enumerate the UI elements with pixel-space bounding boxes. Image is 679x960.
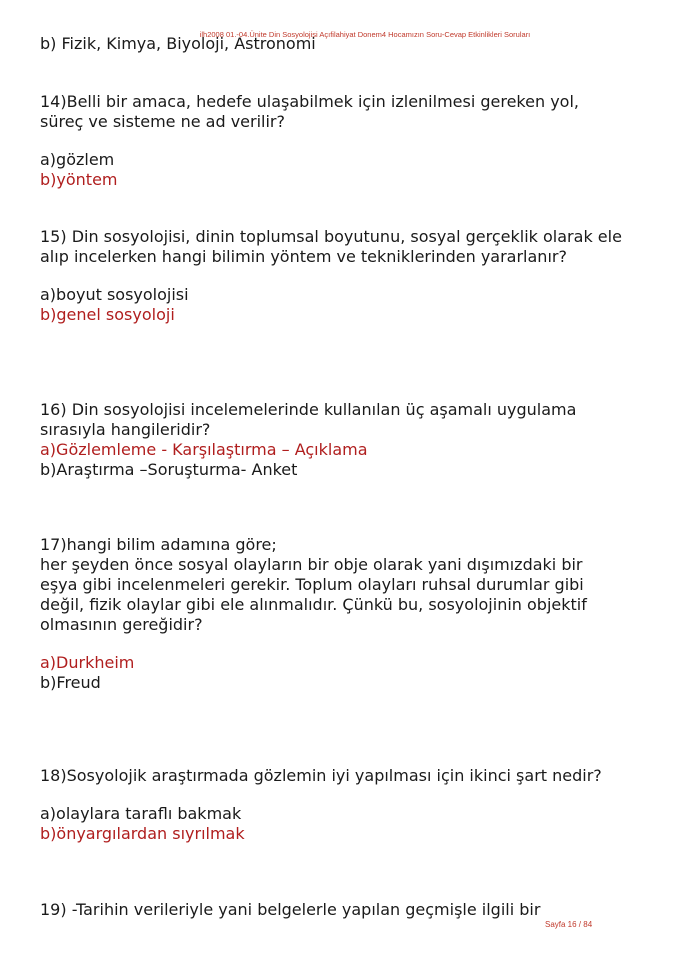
running-header: ilh2008 01.-04.Ünite Din Sosyolojisi Açıfilahiyat Donem4 Hocamızın Soru-Cevap Etkinlikleri Soruları bbox=[199, 30, 531, 39]
question-text-line: 17)hangi bilim adamına göre; bbox=[40, 535, 277, 554]
question-text-line: 18)Sosyolojik araştırmada gözlemin iyi yapılması için ikinci şart nedir? bbox=[40, 766, 602, 785]
answer-option-b-correct: b)önyargılardan sıyrılmak bbox=[40, 824, 245, 843]
question-text-line: süreç ve sisteme ne ad verilir? bbox=[40, 112, 285, 131]
answer-option-b: b)Freud bbox=[40, 673, 101, 692]
question-text-line: değil, fizik olaylar gibi ele alınmalıdır. Çünkü bu, sosyolojinin objektif bbox=[40, 595, 587, 614]
answer-option-a: a)olaylara taraflı bakmak bbox=[40, 804, 242, 823]
previous-answer-option: b) Fizik, Kimya, Biyoloji, Astronomi bbox=[40, 34, 316, 53]
answer-option-a: a)gözlem bbox=[40, 150, 115, 169]
question-text-line: 14)Belli bir amaca, hedefe ulaşabilmek için izlenilmesi gereken yol, bbox=[40, 92, 579, 111]
page-number: Sayfa 16 / 84 bbox=[545, 920, 593, 929]
answer-option-a: a)boyut sosyolojisi bbox=[40, 285, 189, 304]
question-text-line: 19) -Tarihin verileriyle yani belgelerle yapılan geçmişle ilgili bir bbox=[40, 900, 541, 919]
answer-option-b-correct: b)yöntem bbox=[40, 170, 118, 189]
question-text-line: 16) Din sosyolojisi incelemelerinde kullanılan üç aşamalı uygulama bbox=[40, 400, 577, 419]
question-text-line: olmasının gereğidir? bbox=[40, 615, 203, 634]
question-text-line: her şeyden önce sosyal olayların bir obje olarak yani dışımızdaki bir bbox=[40, 555, 583, 574]
answer-option-a-correct: a)Durkheim bbox=[40, 653, 135, 672]
answer-option-b-correct: b)genel sosyoloji bbox=[40, 305, 175, 324]
answer-option-a-correct: a)Gözlemleme - Karşılaştırma – Açıklama bbox=[40, 440, 368, 459]
question-text-line: alıp incelerken hangi bilimin yöntem ve tekniklerinden yararlanır? bbox=[40, 247, 567, 266]
answer-option-b: b)Araştırma –Soruşturma- Anket bbox=[40, 460, 298, 479]
question-text-line: eşya gibi incelenmeleri gerekir. Toplum olayları ruhsal durumlar gibi bbox=[40, 575, 584, 594]
question-text-line: sırasıyla hangileridir? bbox=[40, 420, 211, 439]
question-text-line: 15) Din sosyolojisi, dinin toplumsal boyutunu, sosyal gerçeklik olarak ele bbox=[40, 227, 622, 246]
